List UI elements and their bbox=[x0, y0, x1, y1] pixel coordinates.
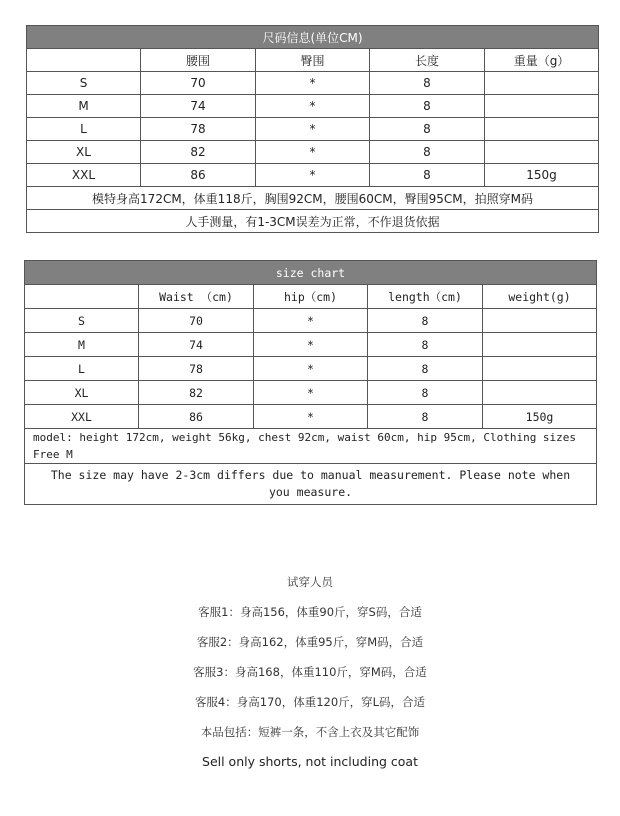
table-cell: * bbox=[256, 72, 370, 95]
table-row bbox=[27, 141, 599, 164]
table-row bbox=[25, 357, 597, 381]
table-row bbox=[27, 72, 599, 95]
size-cell: L bbox=[25, 357, 139, 381]
header-cell: 臀围 bbox=[256, 49, 370, 72]
table-cell: 86 bbox=[141, 164, 256, 187]
table-cell: * bbox=[256, 164, 370, 187]
table-title: size chart bbox=[25, 261, 597, 285]
table-cell bbox=[485, 95, 599, 118]
english-note: Sell only shorts, not including coat bbox=[202, 754, 418, 769]
table-cell bbox=[485, 118, 599, 141]
table-cell bbox=[483, 309, 597, 333]
size-table-english bbox=[24, 260, 597, 505]
table-row bbox=[27, 164, 599, 187]
table-cell: 86 bbox=[139, 405, 254, 429]
table-cell: 74 bbox=[141, 95, 256, 118]
measure-note: 人手测量，有1-3CM误差为正常，不作退货依据 bbox=[27, 210, 599, 233]
header-cell bbox=[25, 285, 139, 309]
table-cell: * bbox=[254, 405, 368, 429]
table-row bbox=[25, 405, 597, 429]
table-cell: 8 bbox=[370, 95, 485, 118]
table-row bbox=[27, 118, 599, 141]
table-cell: 70 bbox=[141, 72, 256, 95]
model-note: 模特身高172CM，体重118斤，胸围92CM，腰围60CM，臀围95CM，拍照穿M码 bbox=[27, 187, 599, 210]
table-cell: * bbox=[254, 309, 368, 333]
size-cell: XXL bbox=[25, 405, 139, 429]
header-cell: hip（cm) bbox=[254, 285, 368, 309]
table-row bbox=[25, 309, 597, 333]
table-cell: 8 bbox=[368, 405, 483, 429]
table-cell: * bbox=[256, 118, 370, 141]
header-cell: Waist （cm) bbox=[139, 285, 254, 309]
size-cell: XL bbox=[27, 141, 141, 164]
table-cell bbox=[483, 381, 597, 405]
table-cell: * bbox=[256, 141, 370, 164]
header-cell: 重量（g） bbox=[485, 49, 599, 72]
measure-note-row bbox=[27, 210, 599, 233]
size-cell: S bbox=[25, 309, 139, 333]
table-cell: 8 bbox=[368, 381, 483, 405]
table-header-row bbox=[25, 285, 597, 309]
table-cell: 74 bbox=[139, 333, 254, 357]
size-cell: S bbox=[27, 72, 141, 95]
tryon-section bbox=[0, 572, 620, 782]
table-row bbox=[25, 333, 597, 357]
model-note-row bbox=[27, 187, 599, 210]
size-cell: M bbox=[27, 95, 141, 118]
table-cell: 8 bbox=[368, 309, 483, 333]
header-cell: 腰围 bbox=[141, 49, 256, 72]
tryon-line: 客服2：身高162，体重95斤，穿M码，合适 bbox=[196, 635, 424, 649]
table-cell: 8 bbox=[370, 72, 485, 95]
table-cell: * bbox=[254, 381, 368, 405]
header-cell bbox=[27, 49, 141, 72]
measure-note: The size may have 2-3cm differs due to manual measurement. Please note when you measure. bbox=[25, 464, 597, 505]
size-table-chinese bbox=[26, 25, 599, 233]
table-cell bbox=[485, 72, 599, 95]
table-cell bbox=[483, 357, 597, 381]
header-cell: length（cm) bbox=[368, 285, 483, 309]
size-cell: XL bbox=[25, 381, 139, 405]
table-cell: 8 bbox=[368, 333, 483, 357]
tryon-line: 客服1：身高156，体重90斤，穿S码，合适 bbox=[198, 605, 422, 619]
model-note: model: height 172cm, weight 56kg, chest 92cm, waist 60cm, hip 95cm, Clothing sizes Free M bbox=[25, 429, 597, 464]
table-cell: 150g bbox=[483, 405, 597, 429]
model-note-row bbox=[25, 429, 597, 464]
table-row bbox=[27, 95, 599, 118]
table-cell: 82 bbox=[141, 141, 256, 164]
table-cell: 70 bbox=[139, 309, 254, 333]
table-cell bbox=[483, 333, 597, 357]
table-cell: * bbox=[256, 95, 370, 118]
table-cell: 82 bbox=[139, 381, 254, 405]
table-cell: 78 bbox=[141, 118, 256, 141]
size-cell: XXL bbox=[27, 164, 141, 187]
header-cell: 长度 bbox=[370, 49, 485, 72]
size-cell: M bbox=[25, 333, 139, 357]
package-contents: 本品包括：短裤一条，不含上衣及其它配饰 bbox=[200, 725, 420, 739]
table-cell: 78 bbox=[139, 357, 254, 381]
table-row bbox=[25, 381, 597, 405]
measure-note-row bbox=[25, 464, 597, 505]
table-cell bbox=[485, 141, 599, 164]
table-cell: 8 bbox=[368, 357, 483, 381]
tryon-line: 客服3：身高168，体重110斤，穿M码，合适 bbox=[193, 665, 427, 679]
table-title: 尺码信息(单位CM) bbox=[27, 26, 599, 49]
tryon-title: 试穿人员 bbox=[287, 575, 333, 589]
header-cell: weight(g) bbox=[483, 285, 597, 309]
tryon-line: 客服4：身高170，体重120斤，穿L码，合适 bbox=[194, 695, 426, 709]
table-cell: * bbox=[254, 357, 368, 381]
table-cell: 8 bbox=[370, 164, 485, 187]
table-header-row bbox=[27, 49, 599, 72]
table-cell: * bbox=[254, 333, 368, 357]
table-cell: 8 bbox=[370, 141, 485, 164]
table-cell: 150g bbox=[485, 164, 599, 187]
table-cell: 8 bbox=[370, 118, 485, 141]
size-cell: L bbox=[27, 118, 141, 141]
